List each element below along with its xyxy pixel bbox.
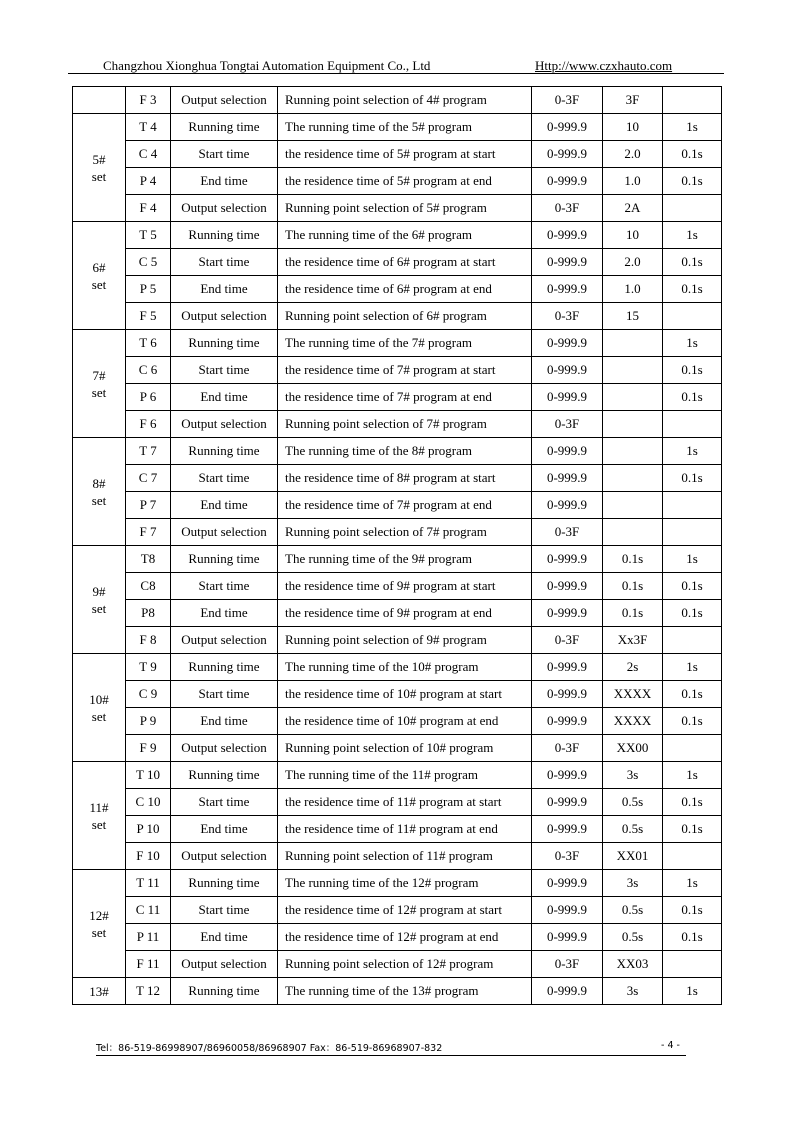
- param-name-cell: Running time: [171, 222, 278, 249]
- page-footer: [96, 1040, 686, 1054]
- param-description-cell: Running point selection of 9# program: [278, 627, 532, 654]
- param-range-cell: 0-999.9: [532, 897, 603, 924]
- param-name-cell: Output selection: [171, 627, 278, 654]
- param-range-cell: 0-999.9: [532, 978, 603, 1005]
- table-row: [73, 519, 722, 546]
- param-unit-cell: 0.1s: [663, 681, 722, 708]
- param-code-cell: T8: [126, 546, 171, 573]
- table-row: [73, 384, 722, 411]
- param-code-cell: T 12: [126, 978, 171, 1005]
- param-description-cell: the residence time of 9# program at start: [278, 573, 532, 600]
- param-description-cell: The running time of the 9# program: [278, 546, 532, 573]
- table-row: [73, 276, 722, 303]
- group-label-cell: [73, 87, 126, 114]
- param-name-cell: Running time: [171, 978, 278, 1005]
- table-row: [73, 951, 722, 978]
- param-range-cell: 0-999.9: [532, 249, 603, 276]
- param-unit-cell: 1s: [663, 978, 722, 1005]
- param-description-cell: Running point selection of 4# program: [278, 87, 532, 114]
- param-description-cell: the residence time of 11# program at start: [278, 789, 532, 816]
- group-label-cell: 10# set: [73, 654, 126, 762]
- param-description-cell: the residence time of 10# program at end: [278, 708, 532, 735]
- table-row: [73, 195, 722, 222]
- group-label-cell: 5# set: [73, 114, 126, 222]
- param-range-cell: 0-3F: [532, 195, 603, 222]
- table-row: [73, 492, 722, 519]
- param-unit-cell: [663, 87, 722, 114]
- param-range-cell: 0-999.9: [532, 384, 603, 411]
- param-value-cell: XXXX: [603, 708, 663, 735]
- table-row: [73, 249, 722, 276]
- contact-info: Tel：86-519-86998907/86960058/86968907 Fax：86-519-86968907-832: [96, 1043, 443, 1054]
- param-range-cell: 0-999.9: [532, 114, 603, 141]
- table-row: [73, 114, 722, 141]
- param-value-cell: [603, 411, 663, 438]
- param-code-cell: F 11: [126, 951, 171, 978]
- footer-divider: [96, 1055, 686, 1056]
- param-code-cell: F 8: [126, 627, 171, 654]
- table-row: [73, 600, 722, 627]
- param-unit-cell: 0.1s: [663, 789, 722, 816]
- param-value-cell: 2.0: [603, 141, 663, 168]
- param-range-cell: 0-999.9: [532, 654, 603, 681]
- param-value-cell: 2.0: [603, 249, 663, 276]
- param-name-cell: Start time: [171, 789, 278, 816]
- param-name-cell: Start time: [171, 681, 278, 708]
- table-row: [73, 87, 722, 114]
- param-value-cell: 15: [603, 303, 663, 330]
- param-description-cell: the residence time of 9# program at end: [278, 600, 532, 627]
- param-description-cell: the residence time of 7# program at end: [278, 384, 532, 411]
- param-range-cell: 0-999.9: [532, 330, 603, 357]
- header-divider: [68, 73, 724, 74]
- param-code-cell: C8: [126, 573, 171, 600]
- param-range-cell: 0-999.9: [532, 789, 603, 816]
- param-value-cell: 10: [603, 222, 663, 249]
- param-code-cell: C 11: [126, 897, 171, 924]
- param-description-cell: The running time of the 6# program: [278, 222, 532, 249]
- param-unit-cell: [663, 492, 722, 519]
- param-name-cell: Output selection: [171, 951, 278, 978]
- param-name-cell: End time: [171, 276, 278, 303]
- param-description-cell: Running point selection of 5# program: [278, 195, 532, 222]
- param-range-cell: 0-999.9: [532, 492, 603, 519]
- param-code-cell: T 5: [126, 222, 171, 249]
- param-value-cell: [603, 438, 663, 465]
- param-range-cell: 0-3F: [532, 87, 603, 114]
- param-name-cell: End time: [171, 384, 278, 411]
- param-range-cell: 0-999.9: [532, 276, 603, 303]
- param-unit-cell: [663, 951, 722, 978]
- param-code-cell: F 3: [126, 87, 171, 114]
- company-name: Changzhou Xionghua Tongtai Automation Equipment Co., Ltd: [103, 58, 431, 73]
- param-name-cell: Running time: [171, 438, 278, 465]
- param-range-cell: 0-3F: [532, 519, 603, 546]
- param-value-cell: 1.0: [603, 168, 663, 195]
- param-name-cell: Output selection: [171, 195, 278, 222]
- group-label-cell: 13#: [73, 978, 126, 1005]
- param-range-cell: 0-999.9: [532, 600, 603, 627]
- param-unit-cell: [663, 627, 722, 654]
- param-range-cell: 0-999.9: [532, 546, 603, 573]
- param-value-cell: 0.1s: [603, 573, 663, 600]
- param-range-cell: 0-999.9: [532, 924, 603, 951]
- param-range-cell: 0-999.9: [532, 816, 603, 843]
- parameter-table: [72, 86, 722, 1005]
- param-name-cell: Start time: [171, 357, 278, 384]
- param-unit-cell: 1s: [663, 546, 722, 573]
- param-unit-cell: 1s: [663, 114, 722, 141]
- param-value-cell: [603, 492, 663, 519]
- table-row: [73, 168, 722, 195]
- param-description-cell: The running time of the 10# program: [278, 654, 532, 681]
- param-range-cell: 0-3F: [532, 951, 603, 978]
- param-description-cell: The running time of the 13# program: [278, 978, 532, 1005]
- param-description-cell: The running time of the 12# program: [278, 870, 532, 897]
- param-unit-cell: [663, 303, 722, 330]
- group-label-cell: 6# set: [73, 222, 126, 330]
- table-row: [73, 141, 722, 168]
- param-value-cell: 0.5s: [603, 897, 663, 924]
- table-row: [73, 303, 722, 330]
- group-label-cell: 12# set: [73, 870, 126, 978]
- param-code-cell: T 4: [126, 114, 171, 141]
- param-range-cell: 0-999.9: [532, 708, 603, 735]
- param-unit-cell: [663, 843, 722, 870]
- table-row: [73, 357, 722, 384]
- param-value-cell: 2s: [603, 654, 663, 681]
- table-row: [73, 870, 722, 897]
- param-description-cell: the residence time of 11# program at end: [278, 816, 532, 843]
- param-unit-cell: 0.1s: [663, 141, 722, 168]
- param-code-cell: T 10: [126, 762, 171, 789]
- param-name-cell: Output selection: [171, 519, 278, 546]
- table-row: [73, 924, 722, 951]
- table-row: [73, 816, 722, 843]
- table-row: [73, 654, 722, 681]
- group-label-cell: 9# set: [73, 546, 126, 654]
- param-value-cell: 3s: [603, 870, 663, 897]
- table-row: [73, 789, 722, 816]
- param-value-cell: 3s: [603, 978, 663, 1005]
- param-description-cell: the residence time of 12# program at start: [278, 897, 532, 924]
- param-name-cell: Running time: [171, 114, 278, 141]
- param-value-cell: XXXX: [603, 681, 663, 708]
- param-code-cell: C 5: [126, 249, 171, 276]
- param-name-cell: Start time: [171, 573, 278, 600]
- param-value-cell: [603, 357, 663, 384]
- param-value-cell: 0.1s: [603, 546, 663, 573]
- group-label-cell: 7# set: [73, 330, 126, 438]
- param-value-cell: 1.0: [603, 276, 663, 303]
- table-row: [73, 897, 722, 924]
- param-code-cell: F 10: [126, 843, 171, 870]
- param-range-cell: 0-999.9: [532, 357, 603, 384]
- page-header: [103, 58, 683, 74]
- table-row: [73, 843, 722, 870]
- param-range-cell: 0-3F: [532, 627, 603, 654]
- param-range-cell: 0-999.9: [532, 762, 603, 789]
- param-description-cell: the residence time of 12# program at end: [278, 924, 532, 951]
- param-value-cell: 10: [603, 114, 663, 141]
- param-description-cell: The running time of the 7# program: [278, 330, 532, 357]
- param-unit-cell: 0.1s: [663, 708, 722, 735]
- param-unit-cell: 0.1s: [663, 924, 722, 951]
- table-row: [73, 627, 722, 654]
- param-description-cell: The running time of the 8# program: [278, 438, 532, 465]
- param-unit-cell: 0.1s: [663, 573, 722, 600]
- table-row: [73, 573, 722, 600]
- param-name-cell: Running time: [171, 546, 278, 573]
- param-range-cell: 0-999.9: [532, 141, 603, 168]
- param-range-cell: 0-999.9: [532, 222, 603, 249]
- param-value-cell: 3s: [603, 762, 663, 789]
- table-row: [73, 762, 722, 789]
- param-name-cell: Start time: [171, 249, 278, 276]
- table-row: [73, 735, 722, 762]
- param-unit-cell: [663, 519, 722, 546]
- param-code-cell: P 7: [126, 492, 171, 519]
- param-code-cell: F 5: [126, 303, 171, 330]
- param-unit-cell: 1s: [663, 222, 722, 249]
- param-value-cell: 0.5s: [603, 816, 663, 843]
- param-value-cell: XX00: [603, 735, 663, 762]
- param-description-cell: Running point selection of 11# program: [278, 843, 532, 870]
- param-value-cell: [603, 384, 663, 411]
- param-unit-cell: 0.1s: [663, 816, 722, 843]
- param-unit-cell: 1s: [663, 330, 722, 357]
- param-description-cell: the residence time of 7# program at start: [278, 357, 532, 384]
- param-range-cell: 0-999.9: [532, 438, 603, 465]
- param-value-cell: XX01: [603, 843, 663, 870]
- param-description-cell: the residence time of 8# program at start: [278, 465, 532, 492]
- param-description-cell: the residence time of 10# program at start: [278, 681, 532, 708]
- param-value-cell: XX03: [603, 951, 663, 978]
- table-row: [73, 546, 722, 573]
- param-description-cell: the residence time of 6# program at start: [278, 249, 532, 276]
- param-description-cell: The running time of the 11# program: [278, 762, 532, 789]
- table-row: [73, 438, 722, 465]
- param-description-cell: The running time of the 5# program: [278, 114, 532, 141]
- param-unit-cell: 0.1s: [663, 249, 722, 276]
- param-value-cell: [603, 330, 663, 357]
- param-description-cell: Running point selection of 7# program: [278, 411, 532, 438]
- param-name-cell: End time: [171, 492, 278, 519]
- param-unit-cell: 1s: [663, 870, 722, 897]
- param-name-cell: Output selection: [171, 87, 278, 114]
- param-unit-cell: [663, 735, 722, 762]
- param-code-cell: C 6: [126, 357, 171, 384]
- param-description-cell: the residence time of 6# program at end: [278, 276, 532, 303]
- param-unit-cell: 1s: [663, 762, 722, 789]
- table-row: [73, 978, 722, 1005]
- param-unit-cell: 0.1s: [663, 276, 722, 303]
- page-number: - 4 -: [661, 1040, 680, 1051]
- param-name-cell: Output selection: [171, 735, 278, 762]
- param-description-cell: the residence time of 5# program at end: [278, 168, 532, 195]
- param-value-cell: 0.1s: [603, 600, 663, 627]
- param-name-cell: End time: [171, 924, 278, 951]
- param-code-cell: F 7: [126, 519, 171, 546]
- param-code-cell: P 4: [126, 168, 171, 195]
- param-code-cell: T 11: [126, 870, 171, 897]
- param-value-cell: 0.5s: [603, 924, 663, 951]
- param-code-cell: F 4: [126, 195, 171, 222]
- group-label-cell: 8# set: [73, 438, 126, 546]
- param-unit-cell: 0.1s: [663, 897, 722, 924]
- param-range-cell: 0-3F: [532, 735, 603, 762]
- param-name-cell: Running time: [171, 330, 278, 357]
- param-code-cell: C 4: [126, 141, 171, 168]
- param-unit-cell: 0.1s: [663, 384, 722, 411]
- param-name-cell: End time: [171, 816, 278, 843]
- parameter-table-body: [73, 87, 722, 1005]
- param-description-cell: the residence time of 7# program at end: [278, 492, 532, 519]
- website-link[interactable]: Http://www.czxhauto.com: [535, 58, 673, 73]
- param-unit-cell: 0.1s: [663, 465, 722, 492]
- param-description-cell: Running point selection of 6# program: [278, 303, 532, 330]
- param-range-cell: 0-999.9: [532, 870, 603, 897]
- param-name-cell: End time: [171, 600, 278, 627]
- param-name-cell: Start time: [171, 897, 278, 924]
- param-code-cell: T 9: [126, 654, 171, 681]
- param-value-cell: [603, 519, 663, 546]
- param-code-cell: C 10: [126, 789, 171, 816]
- param-code-cell: P 6: [126, 384, 171, 411]
- param-description-cell: Running point selection of 12# program: [278, 951, 532, 978]
- table-row: [73, 330, 722, 357]
- param-name-cell: Output selection: [171, 303, 278, 330]
- table-row: [73, 465, 722, 492]
- param-code-cell: P 5: [126, 276, 171, 303]
- param-unit-cell: 1s: [663, 438, 722, 465]
- param-name-cell: Start time: [171, 141, 278, 168]
- param-name-cell: Running time: [171, 870, 278, 897]
- param-range-cell: 0-999.9: [532, 465, 603, 492]
- param-description-cell: Running point selection of 10# program: [278, 735, 532, 762]
- param-name-cell: Output selection: [171, 843, 278, 870]
- param-description-cell: Running point selection of 7# program: [278, 519, 532, 546]
- param-range-cell: 0-999.9: [532, 681, 603, 708]
- table-row: [73, 222, 722, 249]
- param-name-cell: Output selection: [171, 411, 278, 438]
- param-value-cell: Xx3F: [603, 627, 663, 654]
- param-code-cell: T 6: [126, 330, 171, 357]
- param-range-cell: 0-3F: [532, 303, 603, 330]
- param-code-cell: C 7: [126, 465, 171, 492]
- param-unit-cell: 0.1s: [663, 357, 722, 384]
- group-label-cell: 11# set: [73, 762, 126, 870]
- param-code-cell: T 7: [126, 438, 171, 465]
- param-value-cell: 0.5s: [603, 789, 663, 816]
- param-description-cell: the residence time of 5# program at start: [278, 141, 532, 168]
- param-value-cell: 2A: [603, 195, 663, 222]
- param-code-cell: F 6: [126, 411, 171, 438]
- table-row: [73, 708, 722, 735]
- param-code-cell: P 10: [126, 816, 171, 843]
- table-row: [73, 681, 722, 708]
- param-code-cell: P 9: [126, 708, 171, 735]
- param-unit-cell: 0.1s: [663, 168, 722, 195]
- param-code-cell: F 9: [126, 735, 171, 762]
- param-value-cell: [603, 465, 663, 492]
- param-code-cell: P 11: [126, 924, 171, 951]
- param-unit-cell: 1s: [663, 654, 722, 681]
- param-range-cell: 0-999.9: [532, 573, 603, 600]
- param-name-cell: End time: [171, 168, 278, 195]
- param-unit-cell: [663, 195, 722, 222]
- table-row: [73, 411, 722, 438]
- param-unit-cell: [663, 411, 722, 438]
- param-range-cell: 0-999.9: [532, 168, 603, 195]
- param-code-cell: C 9: [126, 681, 171, 708]
- param-value-cell: 3F: [603, 87, 663, 114]
- param-name-cell: Running time: [171, 654, 278, 681]
- param-range-cell: 0-3F: [532, 411, 603, 438]
- param-unit-cell: 0.1s: [663, 600, 722, 627]
- param-range-cell: 0-3F: [532, 843, 603, 870]
- param-name-cell: Start time: [171, 465, 278, 492]
- param-name-cell: End time: [171, 708, 278, 735]
- param-code-cell: P8: [126, 600, 171, 627]
- param-name-cell: Running time: [171, 762, 278, 789]
